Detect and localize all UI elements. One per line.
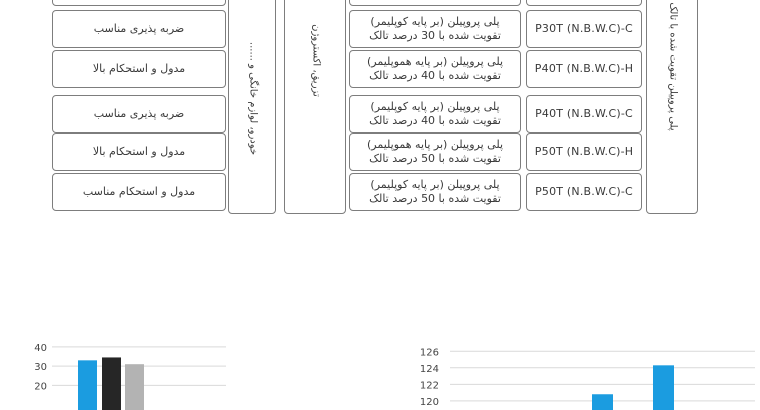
property-text: مدول و استحکام مناسب <box>82 185 196 198</box>
y-tick-label: 124 <box>419 363 439 375</box>
grade-code-cell <box>526 133 642 171</box>
reinforcement-text: تقویت شده با 30 درصد تالک <box>369 29 501 42</box>
y-tick-label: 20 <box>34 381 47 393</box>
process-cell <box>284 0 346 214</box>
grade-code-cell <box>526 10 642 48</box>
material-text: پلی پروپیلن (بر پایه کوپلیمر) <box>370 178 500 191</box>
reinforcement-text: تقویت شده با 40 درصد تالک <box>369 114 501 127</box>
grade-code-text: P40T (N.B.W.C)-C <box>535 107 633 120</box>
grade-code-cell <box>526 95 642 133</box>
material-cell <box>349 133 521 171</box>
partial-row-cell <box>349 0 521 6</box>
material-text: پلی پروپیلن (بر پایه کوپلیمر) <box>370 100 500 113</box>
property-cell <box>52 133 226 171</box>
partial-row-cell <box>52 0 226 6</box>
material-cell <box>349 173 521 211</box>
bar-chart-right <box>380 330 760 410</box>
process-label: تزریق، اکستروژن <box>310 24 322 97</box>
category-label: پلی پروپیلن تقویت شده با تالک <box>667 2 679 131</box>
grade-code-cell <box>526 173 642 211</box>
property-text: مدول و استحکام بالا <box>92 62 186 75</box>
y-tick-label: 30 <box>34 362 47 374</box>
reinforcement-text: تقویت شده با 40 درصد تالک <box>369 69 501 82</box>
material-cell <box>349 50 521 88</box>
property-text: مدول و استحکام بالا <box>92 145 186 158</box>
property-cell <box>52 95 226 133</box>
material-text: پلی پروپیلن (بر پایه هموپلیمر) <box>366 55 504 68</box>
grade-code-cell <box>526 50 642 88</box>
reinforcement-text: تقویت شده با 50 درصد تالک <box>369 152 501 165</box>
bar <box>102 357 121 410</box>
y-tick-label: 122 <box>419 380 439 392</box>
bar <box>78 360 97 410</box>
y-tick-label: 120 <box>419 396 439 408</box>
y-tick-label: 40 <box>34 342 47 354</box>
property-text: ضربه پذیری مناسب <box>93 22 185 35</box>
bar <box>125 364 144 410</box>
bar-chart-left <box>0 330 360 410</box>
y-tick-label: 126 <box>419 347 439 359</box>
reinforcement-text: تقویت شده با 50 درصد تالک <box>369 192 501 205</box>
material-text: پلی پروپیلن (بر پایه کوپلیمر) <box>370 15 500 28</box>
property-text: ضربه پذیری مناسب <box>93 107 185 120</box>
material-cell <box>349 95 521 133</box>
application-label: خودرو، لوازم خانگی و ...... <box>247 41 259 156</box>
application-cell <box>228 0 276 214</box>
material-cell <box>349 10 521 48</box>
bar <box>653 365 674 410</box>
partial-row-cell <box>526 0 642 6</box>
grade-code-text: P50T (N.B.W.C)-H <box>534 145 634 158</box>
property-cell <box>52 10 226 48</box>
material-text: پلی پروپیلن (بر پایه هموپلیمر) <box>366 138 504 151</box>
category-cell <box>646 0 698 214</box>
bar <box>592 394 613 410</box>
grade-code-text: P50T (N.B.W.C)-C <box>535 185 633 198</box>
property-cell <box>52 173 226 211</box>
property-cell <box>52 50 226 88</box>
grade-code-text: P30T (N.B.W.C)-C <box>535 22 633 35</box>
grade-code-text: P40T (N.B.W.C)-H <box>534 62 634 75</box>
